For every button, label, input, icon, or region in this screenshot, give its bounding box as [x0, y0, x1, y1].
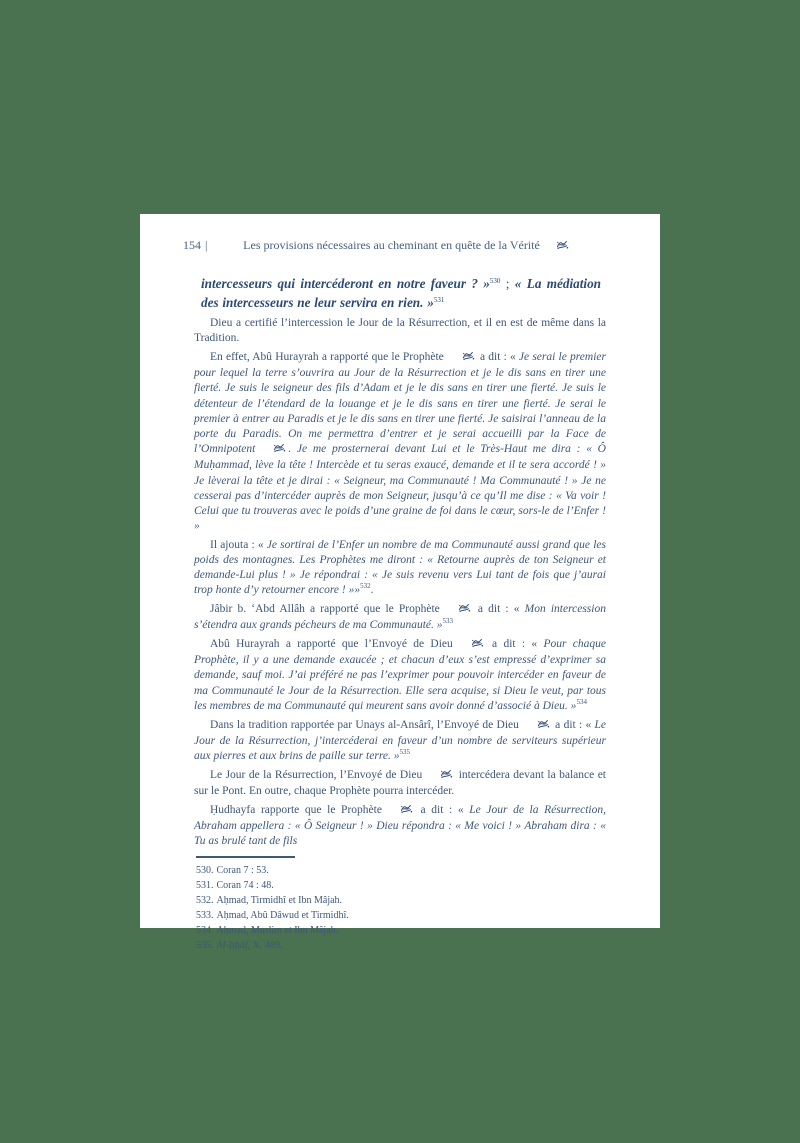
quran-quote-paragraph	[201, 275, 601, 312]
text-run: a dit : «	[472, 603, 525, 616]
running-title	[194, 238, 606, 254]
footnotes-block	[194, 863, 606, 953]
body-text-block	[194, 275, 606, 849]
text-run: Le Jour de la Résurrection, l’Envoyé de Dieu	[210, 768, 423, 781]
honorific-calligraphy-icon	[442, 603, 471, 618]
text-run: 534	[576, 697, 587, 706]
paragraph	[194, 316, 606, 346]
running-title-text: Les provisions nécessaires au cheminant en quête de la Vérité	[243, 238, 540, 252]
text-run: .	[370, 584, 374, 597]
running-header	[183, 238, 606, 255]
text-run: Dieu a certifié l’intercession le Jour de la Résurrection, et il en est de même dans la Tradition.	[194, 317, 606, 345]
text-run: Je sortirai de l’Enfer un nombre de ma Communauté aussi grand que les poids des montagnes. Les Prophètes me diront : « Retourne auprès de ton Seigneur et demande-Lui plus ! » Je répondrai : « Je suis revenu vers Lui tant de fois que j’aurai trop honte d’y retourner encore ! »»	[194, 538, 606, 597]
book-page	[140, 214, 660, 951]
paragraph	[194, 718, 606, 765]
text-run: a dit : «	[485, 638, 544, 651]
paragraph	[194, 768, 606, 799]
text-run: a dit : «	[476, 350, 519, 363]
text-run: Coran 7 : 53.	[216, 864, 269, 876]
text-run: Ḥudhayfa rapporte que le Prophète	[210, 803, 382, 816]
text-run: Dans la tradition rapportée par Unays al-Ansârî, l’Envoyé de Dieu	[210, 718, 519, 731]
text-run: 531	[433, 295, 445, 304]
footnote	[196, 863, 606, 878]
text-run: Pour chaque Prophète, il y a une demande exaucée ; et chacun d’eux s’est empressé d’exprimer sa demande, sauf moi. J’ai préféré ne pas l’exprimer pour pouvoir intercéder en faveur de ma Communauté le Jour de la Résurrection. Elle sera acquise, si Dieu le veut, par tous les membres de ma Communauté qui meurent sans avoir donné d’associé à Dieu. »	[194, 638, 606, 712]
text-run: , X, 489.	[247, 939, 283, 951]
text-run: a dit : «	[414, 803, 470, 816]
text-run: Je serai le premier pour lequel la terre s’ouvrira au Jour de la Résurrection et je le dis sans en tirer une fierté. Je suis le seigneur des fils d’Adam et je le dis sans en tirer une fierté. Je suis le détenteur de l’étendard de la louange et je le dis sans en tirer une fierté. Je serai le premier à entrer au Paradis et je le dis sans en tirer une fierté. Je saisirai l’anneau de la porte du Paradis. On me permettra d’entrer et je serai accueilli par la Face de l’Omnipotent	[194, 350, 606, 456]
page-number	[183, 238, 207, 253]
honorific-calligraphy-icon	[446, 351, 475, 366]
text-run: Il ajouta : «	[210, 538, 267, 551]
text-run: Le Jour de la Résurrection, Abraham appellera : « Ô Seigneur ! » Dieu répondra : « Me voici ! » Abraham dira : « Tu as brulé tant de fils	[194, 803, 606, 847]
text-run: Abû Hurayrah a rapporté que l’Envoyé de Dieu	[210, 638, 453, 651]
text-run: . Je me prosternerai devant Lui et le Très-Haut me dira : « Ô Muḥammad, lève la tête ! Intercède et tu seras exaucé, demande et il te sera accordé ! » Je lèverai la tête et je dirai : « Seigneur, ma Communauté ! Ma Communauté ! » Je ne cesserai pas d’intercéder auprès de mon Seigneur, jusqu’à ce qu’Il me dise : « Va voir ! Celui que tu trouveras avec le poids d’une graine de foi dans le cœur, sors-le de l’Enfer ! »	[194, 443, 606, 533]
text-run: ;	[500, 276, 515, 291]
honorific-calligraphy-icon	[384, 804, 413, 819]
paragraph	[194, 637, 606, 714]
footnote	[196, 908, 606, 923]
honorific-calligraphy-icon	[542, 239, 569, 254]
text-run: « La médiation des intercesseurs ne leur servira en rien. »	[201, 276, 601, 310]
text-run: 530	[489, 277, 501, 285]
text-run: Mon intercession s’étendra aux grands pécheurs de ma Communauté. »	[194, 603, 606, 632]
footnote-number: 535.	[196, 939, 214, 951]
footnote-number: 533.	[196, 909, 214, 921]
text-run: En effet, Abû Hurayrah a rapporté que le Prophète	[210, 350, 444, 363]
text-run: Aḥmad, Muslim et Ibn Mâjah.	[216, 924, 339, 936]
text-run: 532	[360, 582, 371, 591]
header-separator: |	[205, 238, 208, 252]
footnote-separator-rule	[196, 856, 295, 858]
footnote	[196, 893, 606, 908]
footnote	[196, 878, 606, 893]
honorific-calligraphy-icon	[521, 719, 550, 734]
footnote	[196, 938, 606, 953]
text-run: Aḥmad, Tirmidhî et Ibn Mâjah.	[216, 894, 343, 906]
text-run: 533	[442, 617, 453, 626]
paragraph	[194, 602, 606, 633]
page-number-value: 154	[183, 238, 201, 252]
text-run: Le Jour de la Résurrection, j’intercéderai en faveur d’un nombre de serviteurs supérieur aux pierres et aux brins de paille sur terre. »	[194, 718, 606, 762]
footnote	[196, 923, 606, 938]
paragraph	[194, 803, 606, 850]
honorific-calligraphy-icon	[455, 638, 484, 653]
honorific-calligraphy-icon	[424, 769, 453, 784]
footnote-number: 532.	[196, 894, 214, 906]
text-run: intercédera devant la balance et sur le Pont. En outre, chaque Prophète pourra intercéder.	[194, 768, 606, 797]
text-run: intercesseurs qui intercéderont en notre faveur ? »	[201, 276, 490, 291]
footnote-number: 534.	[196, 924, 214, 936]
text-run: Al-Itḥâf	[216, 939, 248, 951]
text-run: 535	[399, 747, 410, 756]
footnote-number: 530.	[196, 864, 214, 876]
text-run: a dit : «	[551, 718, 595, 731]
text-run: Coran 74 : 48.	[216, 879, 274, 891]
honorific-calligraphy-icon	[257, 443, 286, 458]
text-run: Jâbir b. ‘Abd Allâh a rapporté que le Prophète	[210, 603, 440, 616]
footnote-number: 531.	[196, 879, 214, 891]
paragraph	[194, 538, 606, 599]
paragraph	[194, 350, 606, 534]
text-run: Aḥmad, Abû Dâwud et Tirmidhî.	[216, 909, 349, 921]
